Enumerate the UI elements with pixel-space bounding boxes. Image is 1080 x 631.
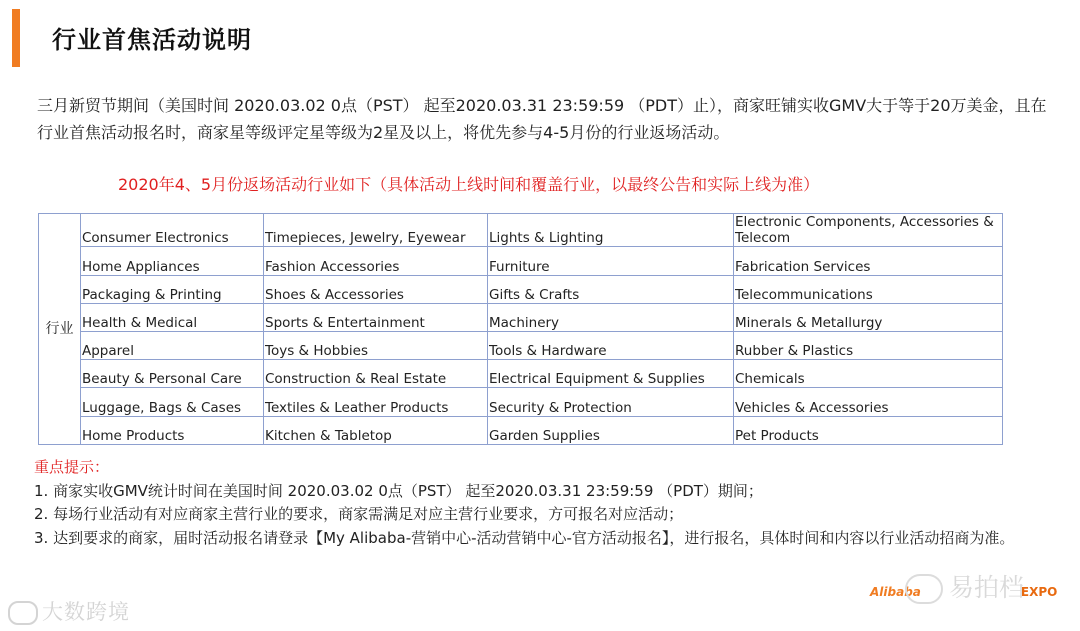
industry-cell: Fabrication Services [734, 247, 1003, 275]
watermark-right-text: 易拍档 [949, 573, 1025, 602]
industry-cell: Construction & Real Estate [264, 360, 488, 388]
page-title: 行业首焦活动说明 [52, 26, 252, 54]
industry-cell: Garden Supplies [488, 416, 734, 444]
industry-cell: Lights & Lighting [488, 214, 734, 247]
industry-cell: Kitchen & Tabletop [264, 416, 488, 444]
industry-cell: Packaging & Printing [81, 275, 264, 303]
notes-item: 1. 商家实收GMV统计时间在美国时间 2020.03.02 0点（PST） 起至2020.03.31 23:59:59 （PDT）期间； [34, 481, 763, 500]
intro-paragraph: 三月新贸节期间（美国时间 2020.03.02 0点（PST） 起至2020.03.31 23:59:59 （PDT）止），商家旺铺实收GMV大于等于20万美金，且在行业首焦活动报名时，商家星等级评定星等级为2星及以上，将优先参与4-5月份的行业返场活动。 [37, 96, 1047, 142]
table-row [39, 247, 1003, 275]
industry-cell: Home Appliances [81, 247, 264, 275]
industry-cell: Tools & Hardware [488, 331, 734, 359]
table-row [39, 331, 1003, 359]
industry-cell: Fashion Accessories [264, 247, 488, 275]
industry-cell: Textiles & Leather Products [264, 388, 488, 416]
industry-cell: Vehicles & Accessories [734, 388, 1003, 416]
industry-cell: Consumer Electronics [81, 214, 264, 247]
industry-cell: Apparel [81, 331, 264, 359]
title-accent-bar [12, 9, 20, 67]
notes-item: 2. 每场行业活动有对应商家主营行业的要求，商家需满足对应主营行业要求，方可报名对应活动； [34, 505, 684, 523]
table-row [39, 214, 1003, 247]
table-row [39, 360, 1003, 388]
industry-cell: Furniture [488, 247, 734, 275]
expo-logo-text: EXPO [1020, 585, 1058, 599]
industry-cell: Luggage, Bags & Cases [81, 388, 264, 416]
industry-table-body [39, 214, 1003, 445]
industry-cell: Machinery [488, 303, 734, 331]
table-row [39, 303, 1003, 331]
industry-cell: Shoes & Accessories [264, 275, 488, 303]
industry-cell: Minerals & Metallurgy [734, 303, 1003, 331]
watermark-right [905, 568, 1024, 604]
table-row [39, 416, 1003, 444]
notes-title: 重点提示： [34, 458, 110, 476]
wechat-icon [905, 574, 943, 604]
table-row [39, 275, 1003, 303]
industry-cell: Timepieces, Jewelry, Eyewear [264, 214, 488, 247]
industry-cell: Telecommunications [734, 275, 1003, 303]
industry-cell: Chemicals [734, 360, 1003, 388]
industry-cell: Health & Medical [81, 303, 264, 331]
industry-cell: Rubber & Plastics [734, 331, 1003, 359]
industry-cell: Toys & Hobbies [264, 331, 488, 359]
notes-section [34, 456, 1014, 550]
industry-cell: Sports & Entertainment [264, 303, 488, 331]
industry-cell: Gifts & Crafts [488, 275, 734, 303]
industry-cell: Electronic Components, Accessories & Telecom [734, 214, 1003, 247]
notes-item: 3. 达到要求的商家，届时活动报名请登录【My Alibaba-营销中心-活动营销中心-官方活动报名】，进行报名，具体时间和内容以行业活动招商为准。 [34, 528, 1015, 547]
section-subtitle: 2020年4、5月份返场活动行业如下（具体活动上线时间和覆盖行业，以最终公告和实际上线为准） [118, 175, 820, 194]
industry-cell: Security & Protection [488, 388, 734, 416]
alibaba-logo-text: Alibaba [870, 585, 921, 599]
watermark-left-text: 大数跨境 [42, 600, 130, 624]
industry-cell: Home Products [81, 416, 264, 444]
industry-cell: Beauty & Personal Care [81, 360, 264, 388]
chat-bubble-icon [8, 601, 38, 625]
industry-cell: Electrical Equipment & Supplies [488, 360, 734, 388]
industry-table [38, 213, 1003, 445]
table-row [39, 388, 1003, 416]
watermark-left [8, 596, 130, 626]
row-header-cell: 行业 [39, 214, 81, 445]
industry-cell: Pet Products [734, 416, 1003, 444]
